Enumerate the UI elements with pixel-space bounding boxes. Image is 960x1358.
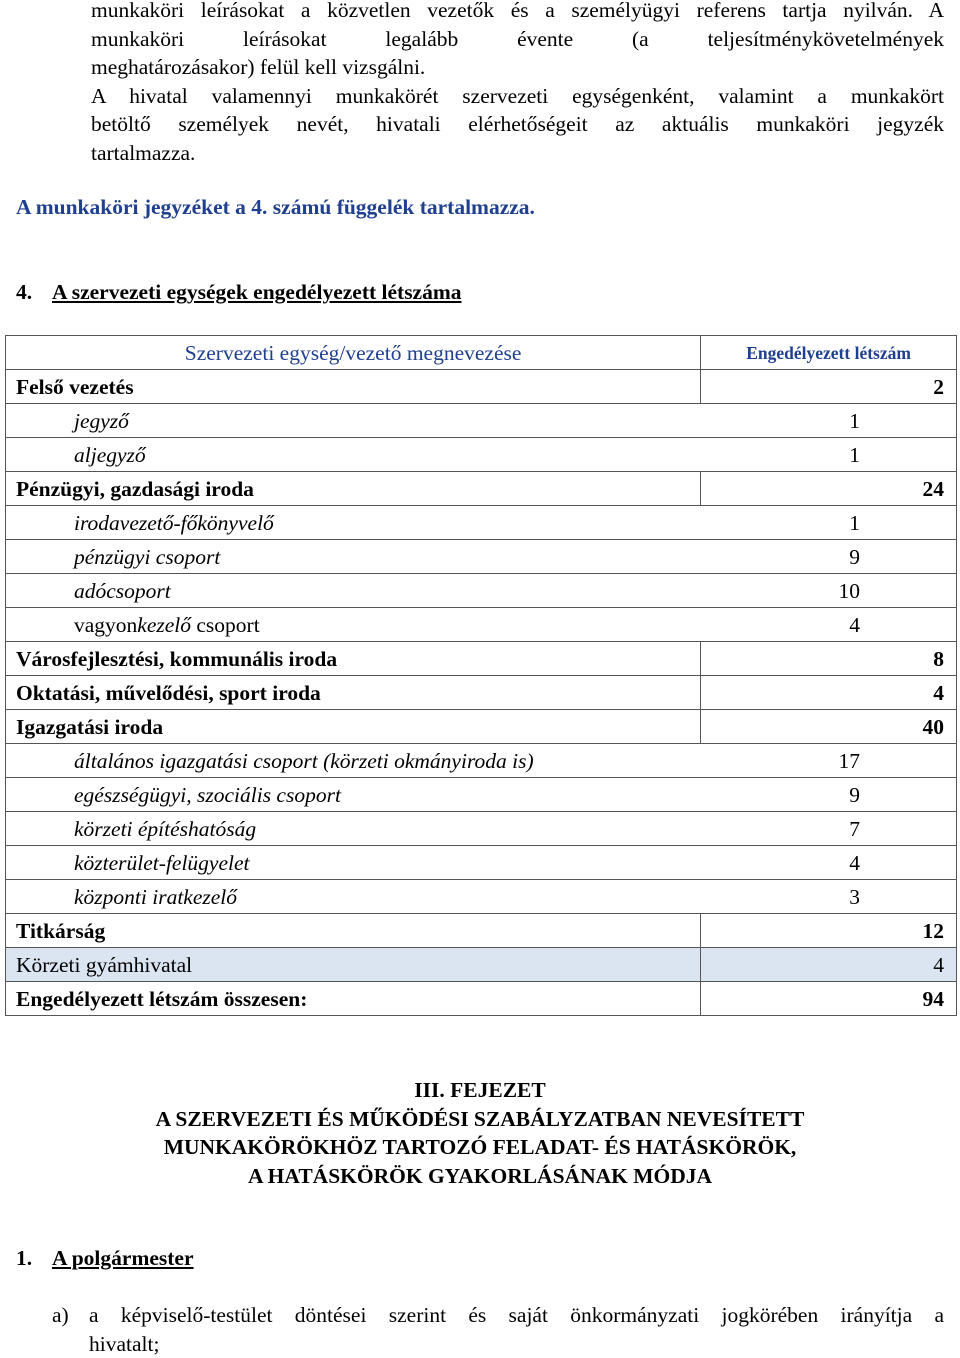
unit-count: 8 (701, 642, 957, 676)
table-row (6, 540, 957, 574)
unit-name: Pénzügyi, gazdasági iroda (6, 472, 701, 506)
unit-count: 2 (701, 370, 957, 404)
header-unit-name: Szervezeti egység/vezető megnevezése (6, 336, 701, 370)
unit-count: 24 (701, 472, 957, 506)
table-row (6, 812, 957, 846)
chapter-heading (0, 1076, 960, 1190)
mayor-number: 1. (16, 1246, 33, 1270)
table-header-row (6, 336, 957, 370)
unit-count: 4 (701, 948, 957, 982)
sub-unit-count: 9 (849, 544, 860, 569)
intro-line-5: betöltő személyek nevét, hivatali elérhetőségeit az aktuális munkaköri jegyzék (91, 112, 944, 136)
sub-unit-name-part-2: kezelő (137, 612, 192, 637)
appendix-note: A munkaköri jegyzéket a 4. számú függelék tartalmazza. (16, 195, 535, 219)
unit-count: 12 (701, 914, 957, 948)
table-row (6, 880, 957, 914)
table-row (6, 710, 957, 744)
table-row (6, 404, 957, 438)
sub-unit-count: 1 (849, 510, 860, 535)
sub-unit-name: közterület-felügyelet (74, 850, 250, 875)
list-item-line-1: a képviselő-testület döntései szerint és saját önkormányzati jogkörében irányítja a (89, 1303, 944, 1327)
sub-unit-count: 4 (849, 612, 860, 637)
chapter-title-line-3: A HATÁSKÖRÖK GYAKORLÁSÁNAK MÓDJA (247, 1163, 713, 1188)
sub-unit-count: 1 (849, 408, 860, 433)
table-row (6, 948, 957, 982)
table-row (6, 370, 957, 404)
table-row (6, 574, 957, 608)
section-title: A szervezeti egységek engedélyezett létszáma (52, 280, 462, 304)
sub-unit-count: 3 (849, 884, 860, 909)
intro-line-1: munkaköri leírásokat a közvetlen vezetők és a személyügyi referens tartja nyilván. A (91, 0, 944, 22)
chapter-number: III. FEJEZET (414, 1078, 546, 1102)
sub-unit-name: pénzügyi csoport (74, 544, 221, 569)
table-row (6, 744, 957, 778)
table-row (6, 506, 957, 540)
sub-unit-name (6, 609, 260, 641)
staff-table (5, 335, 957, 1016)
total-count: 94 (701, 982, 957, 1016)
table-row (6, 472, 957, 506)
list-item-text (89, 1301, 944, 1358)
total-label: Engedélyezett létszám összesen: (6, 982, 701, 1016)
table-row (6, 608, 957, 642)
sub-unit-name: jegyző (74, 408, 129, 433)
unit-name: Titkárság (6, 914, 701, 948)
table-row (6, 778, 957, 812)
header-count: Engedélyezett létszám (701, 336, 957, 370)
unit-name: Oktatási, művelődési, sport iroda (6, 676, 701, 710)
unit-count: 4 (701, 676, 957, 710)
intro-line-3: meghatározásakor) felül kell vizsgálni. (91, 55, 426, 79)
sub-unit-name: általános igazgatási csoport (körzeti okmányiroda is) (74, 748, 534, 773)
chapter-title-line-2: MUNKAKÖRÖKHÖZ TARTOZÓ FELADAT- ÉS HATÁSKÖRÖK, (163, 1135, 797, 1159)
sub-unit-count: 17 (838, 748, 860, 773)
sub-unit-name: egészségügyi, szociális csoport (74, 782, 341, 807)
sub-unit-count: 10 (838, 578, 860, 603)
sub-unit-name: adócsoport (74, 578, 171, 603)
table-row (6, 846, 957, 880)
total-row (6, 982, 957, 1016)
sub-unit-count: 1 (849, 442, 860, 467)
intro-line-2: munkaköri leírásokat legalább évente (a teljesítménykövetelmények (91, 26, 944, 51)
unit-name: Városfejlesztési, kommunális iroda (6, 642, 701, 676)
intro-line-4: A hivatal valamennyi munkakörét szervezeti egységenként, valamint a munkakört (91, 83, 944, 108)
sub-unit-name: központi iratkezelő (74, 884, 238, 909)
sub-unit-name: aljegyző (74, 442, 146, 467)
list-item-label: a) (52, 1303, 69, 1327)
unit-name: Igazgatási iroda (6, 710, 701, 744)
table-row (6, 642, 957, 676)
list-item (52, 1301, 944, 1358)
table-row (6, 676, 957, 710)
sub-unit-count: 4 (849, 850, 860, 875)
sub-unit-name: körzeti építéshatóság (74, 816, 257, 841)
intro-line-6: tartalmazza. (91, 140, 196, 165)
chapter-title-line-1: A SZERVEZETI ÉS MŰKÖDÉSI SZABÁLYZATBAN NEVESÍTETT (155, 1106, 805, 1131)
list-item-line-2: hivatalt; (89, 1331, 160, 1356)
unit-count: 40 (701, 710, 957, 744)
section-heading (16, 280, 462, 305)
sub-unit-count: 9 (849, 782, 860, 807)
unit-name: Felső vezetés (6, 370, 701, 404)
table-row (6, 914, 957, 948)
sub-unit-name: irodavezető-főkönyvelő (74, 510, 274, 535)
sub-unit-name-part-1: vagyon (74, 612, 138, 637)
section-number: 4. (16, 280, 33, 304)
sub-unit-count: 7 (849, 816, 860, 841)
mayor-title: A polgármester (52, 1246, 194, 1270)
table-row (6, 438, 957, 472)
mayor-heading (16, 1246, 194, 1271)
sub-unit-name-part-3: csoport (191, 612, 260, 637)
unit-name: Körzeti gyámhivatal (6, 948, 701, 982)
